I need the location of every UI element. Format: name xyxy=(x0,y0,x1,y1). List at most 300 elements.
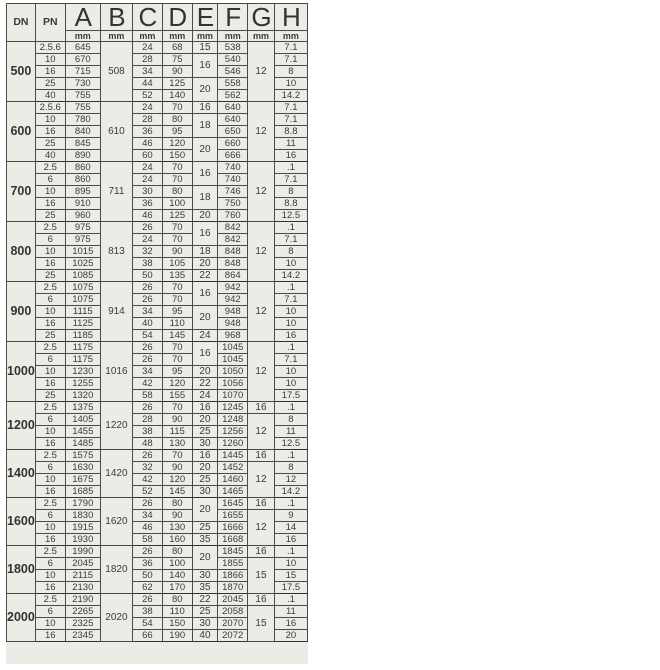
h-cell: 8 xyxy=(274,66,307,78)
d-cell: 70 xyxy=(162,174,192,186)
e-cell: 18 xyxy=(192,246,218,258)
c-cell: 24 xyxy=(132,174,162,186)
a-cell: 860 xyxy=(65,162,100,174)
a-cell: 1685 xyxy=(65,486,100,498)
a-cell: 1230 xyxy=(65,366,100,378)
f-cell: 2045 xyxy=(218,594,248,606)
f-cell: 760 xyxy=(218,210,248,222)
d-cell: 95 xyxy=(162,126,192,138)
table-row xyxy=(7,498,308,510)
c-cell: 46 xyxy=(132,210,162,222)
f-cell: 1245 xyxy=(218,402,248,414)
h-cell: .1 xyxy=(274,282,307,294)
a-cell: 975 xyxy=(65,234,100,246)
e-cell: 22 xyxy=(192,594,218,606)
e-cell: 25 xyxy=(192,606,218,618)
d-cell: 80 xyxy=(162,114,192,126)
f-cell: 538 xyxy=(218,42,248,54)
g-cell: 12 xyxy=(248,414,275,450)
unit-b: mm xyxy=(100,31,132,42)
a-cell: 2325 xyxy=(65,618,100,630)
pn-cell: 16 xyxy=(35,438,65,450)
h-cell: 14.2 xyxy=(274,270,307,282)
g-cell: 12 xyxy=(248,510,275,546)
c-cell: 38 xyxy=(132,426,162,438)
table-row xyxy=(7,102,308,114)
pn-cell: 10 xyxy=(35,426,65,438)
h-cell: 7.1 xyxy=(274,42,307,54)
d-cell: 90 xyxy=(162,414,192,426)
d-cell: 70 xyxy=(162,354,192,366)
b-cell: 1620 xyxy=(100,498,132,546)
f-cell: 948 xyxy=(218,306,248,318)
e-cell: 15 xyxy=(192,42,218,54)
pn-cell: 40 xyxy=(35,150,65,162)
pn-cell: 6 xyxy=(35,294,65,306)
d-cell: 150 xyxy=(162,150,192,162)
e-cell: 30 xyxy=(192,486,218,498)
f-cell: 740 xyxy=(218,174,248,186)
dn-cell: 800 xyxy=(7,222,36,282)
h-cell: 7.1 xyxy=(274,234,307,246)
e-cell: 25 xyxy=(192,474,218,486)
e-cell: 18 xyxy=(192,114,218,138)
d-cell: 130 xyxy=(162,522,192,534)
a-cell: 755 xyxy=(65,90,100,102)
pn-cell: 6 xyxy=(35,234,65,246)
d-cell: 160 xyxy=(162,534,192,546)
e-cell: 20 xyxy=(192,258,218,270)
f-cell: 1452 xyxy=(218,462,248,474)
c-cell: 62 xyxy=(132,582,162,594)
a-cell: 1575 xyxy=(65,450,100,462)
dn-cell: 1000 xyxy=(7,342,36,402)
h-cell: 14 xyxy=(274,522,307,534)
f-cell: 740 xyxy=(218,162,248,174)
f-cell: 562 xyxy=(218,90,248,102)
e-cell: 20 xyxy=(192,462,218,474)
d-cell: 70 xyxy=(162,342,192,354)
f-cell: 1465 xyxy=(218,486,248,498)
e-cell: 25 xyxy=(192,522,218,534)
d-cell: 105 xyxy=(162,258,192,270)
e-cell: 16 xyxy=(192,222,218,246)
h-cell: 17.5 xyxy=(274,390,307,402)
pn-cell: 16 xyxy=(35,378,65,390)
table-row xyxy=(7,558,308,570)
c-cell: 50 xyxy=(132,270,162,282)
c-cell: 26 xyxy=(132,222,162,234)
header-e: E xyxy=(192,4,218,31)
f-cell: 1070 xyxy=(218,390,248,402)
h-cell: .1 xyxy=(274,546,307,558)
f-cell: 1645 xyxy=(218,498,248,510)
h-cell: 16 xyxy=(274,618,307,630)
c-cell: 24 xyxy=(132,162,162,174)
e-cell: 22 xyxy=(192,270,218,282)
table-row xyxy=(7,222,308,234)
d-cell: 170 xyxy=(162,582,192,594)
table-row xyxy=(7,450,308,462)
a-cell: 840 xyxy=(65,126,100,138)
a-cell: 1320 xyxy=(65,390,100,402)
h-cell: 10 xyxy=(274,558,307,570)
f-cell: 842 xyxy=(218,222,248,234)
c-cell: 30 xyxy=(132,186,162,198)
h-cell: 11 xyxy=(274,426,307,438)
e-cell: 40 xyxy=(192,630,218,642)
f-cell: 842 xyxy=(218,234,248,246)
g-cell: 12 xyxy=(248,222,275,282)
c-cell: 26 xyxy=(132,402,162,414)
e-cell: 20 xyxy=(192,210,218,222)
a-cell: 1075 xyxy=(65,282,100,294)
table-row xyxy=(7,414,308,426)
h-cell: 8 xyxy=(274,414,307,426)
a-cell: 2190 xyxy=(65,594,100,606)
d-cell: 110 xyxy=(162,606,192,618)
c-cell: 60 xyxy=(132,150,162,162)
d-cell: 70 xyxy=(162,234,192,246)
e-cell: 20 xyxy=(192,546,218,570)
a-cell: 860 xyxy=(65,174,100,186)
b-cell: 2020 xyxy=(100,594,132,642)
pn-cell: 25 xyxy=(35,270,65,282)
dn-cell: 1400 xyxy=(7,450,36,498)
d-cell: 130 xyxy=(162,438,192,450)
pn-cell: 10 xyxy=(35,522,65,534)
d-cell: 135 xyxy=(162,270,192,282)
a-cell: 755 xyxy=(65,102,100,114)
e-cell: 16 xyxy=(192,102,218,114)
f-cell: 660 xyxy=(218,138,248,150)
header-a: A xyxy=(65,4,100,31)
e-cell: 24 xyxy=(192,330,218,342)
g-cell: 15 xyxy=(248,606,275,642)
f-cell: 666 xyxy=(218,150,248,162)
c-cell: 24 xyxy=(132,102,162,114)
a-cell: 1830 xyxy=(65,510,100,522)
f-cell: 942 xyxy=(218,294,248,306)
table-row xyxy=(7,594,308,606)
f-cell: 1045 xyxy=(218,342,248,354)
f-cell: 848 xyxy=(218,246,248,258)
pn-cell: 25 xyxy=(35,330,65,342)
pn-cell: 6 xyxy=(35,354,65,366)
e-cell: 20 xyxy=(192,306,218,330)
g-cell: 16 xyxy=(248,594,275,606)
h-cell: .1 xyxy=(274,162,307,174)
e-cell: 16 xyxy=(192,450,218,462)
c-cell: 26 xyxy=(132,282,162,294)
f-cell: 1256 xyxy=(218,426,248,438)
e-cell: 30 xyxy=(192,618,218,630)
table-body xyxy=(7,42,308,642)
pn-cell: 2.5 xyxy=(35,402,65,414)
unit-d: mm xyxy=(162,31,192,42)
table-row xyxy=(7,162,308,174)
b-cell: 711 xyxy=(100,162,132,222)
d-cell: 125 xyxy=(162,210,192,222)
e-cell: 35 xyxy=(192,534,218,546)
a-cell: 895 xyxy=(65,186,100,198)
pn-cell: 2.5 xyxy=(35,498,65,510)
pn-cell: 2.5.6 xyxy=(35,42,65,54)
c-cell: 36 xyxy=(132,198,162,210)
d-cell: 115 xyxy=(162,426,192,438)
d-cell: 150 xyxy=(162,618,192,630)
g-cell: 16 xyxy=(248,546,275,558)
c-cell: 54 xyxy=(132,618,162,630)
pn-cell: 2.5 xyxy=(35,450,65,462)
e-cell: 20 xyxy=(192,414,218,426)
c-cell: 54 xyxy=(132,330,162,342)
h-cell: 8 xyxy=(274,462,307,474)
c-cell: 34 xyxy=(132,510,162,522)
a-cell: 1085 xyxy=(65,270,100,282)
pn-cell: 6 xyxy=(35,462,65,474)
c-cell: 28 xyxy=(132,414,162,426)
pn-cell: 16 xyxy=(35,318,65,330)
c-cell: 38 xyxy=(132,258,162,270)
e-cell: 24 xyxy=(192,390,218,402)
pn-cell: 40 xyxy=(35,90,65,102)
b-cell: 914 xyxy=(100,282,132,342)
c-cell: 26 xyxy=(132,294,162,306)
g-cell: 12 xyxy=(248,162,275,222)
unit-f: mm xyxy=(218,31,248,42)
c-cell: 34 xyxy=(132,66,162,78)
a-cell: 1015 xyxy=(65,246,100,258)
pn-cell: 6 xyxy=(35,606,65,618)
header-letters-row xyxy=(7,4,308,31)
f-cell: 640 xyxy=(218,114,248,126)
b-cell: 1420 xyxy=(100,450,132,498)
a-cell: 1175 xyxy=(65,354,100,366)
pn-cell: 25 xyxy=(35,78,65,90)
f-cell: 2058 xyxy=(218,606,248,618)
d-cell: 100 xyxy=(162,558,192,570)
a-cell: 1915 xyxy=(65,522,100,534)
table-row xyxy=(7,42,308,54)
f-cell: 968 xyxy=(218,330,248,342)
header-h: H xyxy=(274,4,307,31)
d-cell: 90 xyxy=(162,66,192,78)
f-cell: 1460 xyxy=(218,474,248,486)
c-cell: 28 xyxy=(132,114,162,126)
pn-cell: 16 xyxy=(35,198,65,210)
a-cell: 730 xyxy=(65,78,100,90)
pn-cell: 16 xyxy=(35,534,65,546)
pn-cell: 10 xyxy=(35,618,65,630)
h-cell: 16 xyxy=(274,150,307,162)
a-cell: 1485 xyxy=(65,438,100,450)
f-cell: 1866 xyxy=(218,570,248,582)
h-cell: 17.5 xyxy=(274,582,307,594)
d-cell: 190 xyxy=(162,630,192,642)
f-cell: 1050 xyxy=(218,366,248,378)
header-d: D xyxy=(162,4,192,31)
pn-cell: 16 xyxy=(35,66,65,78)
c-cell: 34 xyxy=(132,306,162,318)
table-row xyxy=(7,342,308,354)
a-cell: 1115 xyxy=(65,306,100,318)
h-cell: 14.2 xyxy=(274,90,307,102)
d-cell: 120 xyxy=(162,138,192,150)
a-cell: 780 xyxy=(65,114,100,126)
f-cell: 750 xyxy=(218,198,248,210)
a-cell: 890 xyxy=(65,150,100,162)
f-cell: 650 xyxy=(218,126,248,138)
d-cell: 140 xyxy=(162,570,192,582)
pn-cell: 6 xyxy=(35,510,65,522)
d-cell: 120 xyxy=(162,474,192,486)
pn-cell: 6 xyxy=(35,174,65,186)
pn-cell: 2.5.6 xyxy=(35,102,65,114)
c-cell: 52 xyxy=(132,90,162,102)
h-cell: 10 xyxy=(274,306,307,318)
b-cell: 813 xyxy=(100,222,132,282)
a-cell: 1630 xyxy=(65,462,100,474)
h-cell: 20 xyxy=(274,630,307,642)
pn-cell: 2.5 xyxy=(35,222,65,234)
b-cell: 508 xyxy=(100,42,132,102)
h-cell: 10 xyxy=(274,258,307,270)
c-cell: 42 xyxy=(132,474,162,486)
d-cell: 90 xyxy=(162,246,192,258)
h-cell: 12.5 xyxy=(274,438,307,450)
g-cell: 12 xyxy=(248,42,275,102)
e-cell: 35 xyxy=(192,582,218,594)
table-row xyxy=(7,402,308,414)
a-cell: 1255 xyxy=(65,378,100,390)
h-cell: 16 xyxy=(274,330,307,342)
h-cell: 8 xyxy=(274,186,307,198)
header-c: C xyxy=(132,4,162,31)
d-cell: 75 xyxy=(162,54,192,66)
h-cell: 8.8 xyxy=(274,198,307,210)
f-cell: 1655 xyxy=(218,510,248,522)
f-cell: 1870 xyxy=(218,582,248,594)
a-cell: 1790 xyxy=(65,498,100,510)
e-cell: 16 xyxy=(192,402,218,414)
f-cell: 1666 xyxy=(218,522,248,534)
c-cell: 50 xyxy=(132,570,162,582)
d-cell: 145 xyxy=(162,486,192,498)
h-cell: 10 xyxy=(274,318,307,330)
d-cell: 125 xyxy=(162,78,192,90)
e-cell: 22 xyxy=(192,378,218,390)
f-cell: 2070 xyxy=(218,618,248,630)
c-cell: 48 xyxy=(132,438,162,450)
pn-cell: 16 xyxy=(35,486,65,498)
h-cell: 15 xyxy=(274,570,307,582)
a-cell: 715 xyxy=(65,66,100,78)
d-cell: 80 xyxy=(162,546,192,558)
c-cell: 42 xyxy=(132,378,162,390)
g-cell: 12 xyxy=(248,462,275,498)
h-cell: .1 xyxy=(274,450,307,462)
pn-cell: 10 xyxy=(35,186,65,198)
c-cell: 58 xyxy=(132,534,162,546)
table-row xyxy=(7,546,308,558)
c-cell: 26 xyxy=(132,342,162,354)
d-cell: 140 xyxy=(162,90,192,102)
pn-cell: 2.5 xyxy=(35,282,65,294)
f-cell: 540 xyxy=(218,54,248,66)
d-cell: 95 xyxy=(162,306,192,318)
h-cell: 10 xyxy=(274,366,307,378)
f-cell: 1260 xyxy=(218,438,248,450)
dn-cell: 1800 xyxy=(7,546,36,594)
a-cell: 1405 xyxy=(65,414,100,426)
a-cell: 910 xyxy=(65,198,100,210)
c-cell: 46 xyxy=(132,138,162,150)
c-cell: 26 xyxy=(132,546,162,558)
pn-cell: 6 xyxy=(35,558,65,570)
table-row xyxy=(7,510,308,522)
flange-dimension-table xyxy=(6,3,308,642)
h-cell: 14.2 xyxy=(274,486,307,498)
pn-cell: 25 xyxy=(35,390,65,402)
c-cell: 26 xyxy=(132,498,162,510)
f-cell: 864 xyxy=(218,270,248,282)
pn-cell: 25 xyxy=(35,138,65,150)
d-cell: 100 xyxy=(162,198,192,210)
h-cell: .1 xyxy=(274,222,307,234)
a-cell: 1075 xyxy=(65,294,100,306)
g-cell: 16 xyxy=(248,402,275,414)
g-cell: 12 xyxy=(248,282,275,342)
d-cell: 120 xyxy=(162,378,192,390)
e-cell: 30 xyxy=(192,438,218,450)
h-cell: 12.5 xyxy=(274,210,307,222)
c-cell: 28 xyxy=(132,54,162,66)
h-cell: 9 xyxy=(274,510,307,522)
h-cell: .1 xyxy=(274,498,307,510)
c-cell: 26 xyxy=(132,354,162,366)
g-cell: 12 xyxy=(248,342,275,402)
h-cell: 7.1 xyxy=(274,114,307,126)
table-row xyxy=(7,606,308,618)
pn-cell: 25 xyxy=(35,210,65,222)
unit-c: mm xyxy=(132,31,162,42)
f-cell: 1045 xyxy=(218,354,248,366)
c-cell: 40 xyxy=(132,318,162,330)
f-cell: 558 xyxy=(218,78,248,90)
f-cell: 1056 xyxy=(218,378,248,390)
a-cell: 960 xyxy=(65,210,100,222)
e-cell: 20 xyxy=(192,366,218,378)
dn-cell: 900 xyxy=(7,282,36,342)
a-cell: 2345 xyxy=(65,630,100,642)
h-cell: 10 xyxy=(274,378,307,390)
unit-g: mm xyxy=(248,31,275,42)
d-cell: 70 xyxy=(162,402,192,414)
d-cell: 70 xyxy=(162,102,192,114)
unit-h: mm xyxy=(274,31,307,42)
unit-a: mm xyxy=(65,31,100,42)
header-g: G xyxy=(248,4,275,31)
table-row xyxy=(7,462,308,474)
a-cell: 2130 xyxy=(65,582,100,594)
pn-cell: 10 xyxy=(35,474,65,486)
h-cell: 16 xyxy=(274,534,307,546)
a-cell: 1185 xyxy=(65,330,100,342)
pn-cell: 2.5 xyxy=(35,162,65,174)
b-cell: 1820 xyxy=(100,546,132,594)
a-cell: 2115 xyxy=(65,570,100,582)
